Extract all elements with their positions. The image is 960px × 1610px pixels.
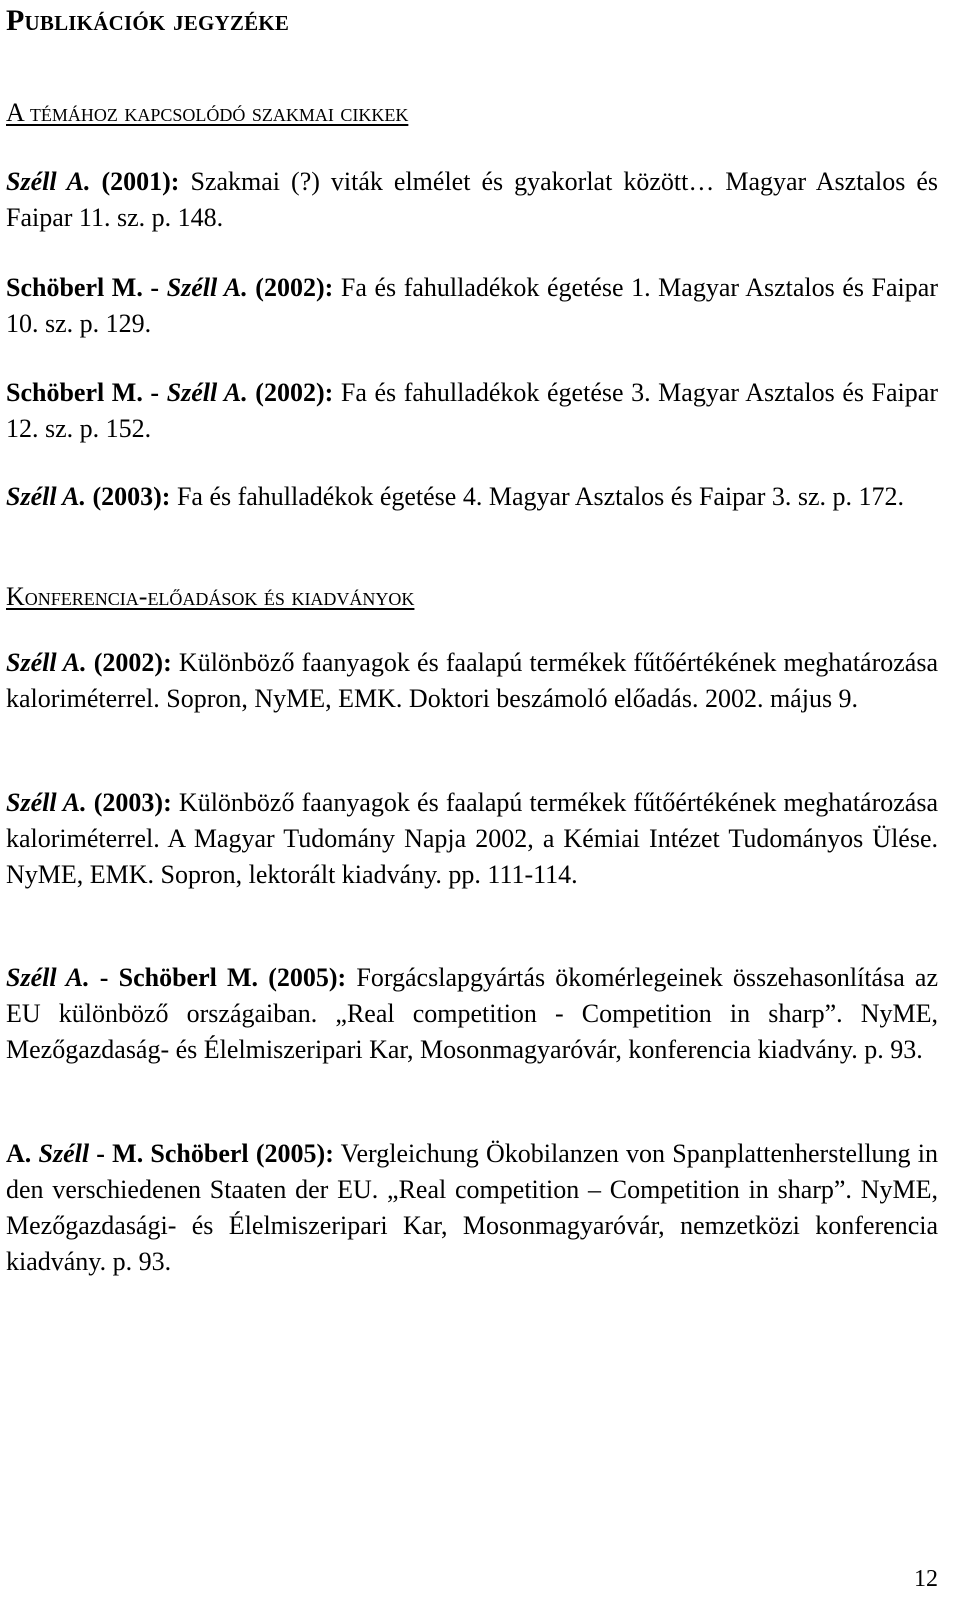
entry-author: Széll A.: [6, 648, 87, 677]
entry-year: (2002):: [86, 648, 172, 677]
publication-entry: [6, 960, 938, 1068]
publication-entry: [6, 164, 938, 236]
entry-author: Schöberl M. -: [6, 378, 167, 407]
publication-entry: [6, 375, 938, 447]
section-heading-conferences: Konferencia-előadások és kiadványok: [6, 582, 415, 611]
page-number: 12: [914, 1566, 938, 1592]
entry-author: Széll A.: [6, 482, 86, 511]
entry-author: A.: [6, 1139, 39, 1168]
entry-author: Széll A.: [6, 963, 90, 992]
page-title: Publikációk jegyzéke: [6, 4, 290, 37]
entry-citation: Forgácslapgyártás ökomérlegeinek összehasonlítása az EU különböző országaiban. „Real competition - Competition in sharp”. NyME, Mezőgazdaság- és Élelmiszeripari Kar, Mosonmagyaróvár, konferencia kiadvány. p. 93.: [6, 963, 938, 1064]
entry-author: Széll A.: [6, 788, 87, 817]
section-heading-articles: A témához kapcsolódó szakmai cikkek: [6, 98, 409, 127]
entry-citation: Szakmai (?) viták elmélet és gyakorlat között… Magyar Asztalos és Faipar 11. sz. p. 148.: [6, 167, 938, 232]
entry-citation: Különböző faanyagok és faalapú termékek fűtőértékének meghatározása kaloriméterrel. A Magyar Tudomány Napja 2002, a Kémiai Intézet Tudományos Ülése. NyME, EMK. Sopron, lektorált kiadvány. pp. 111-114.: [6, 788, 938, 889]
entry-author: Széll: [38, 1139, 90, 1168]
entry-author: Széll A.: [166, 378, 248, 407]
publication-entry: [6, 270, 938, 342]
entry-year: (2001):: [90, 167, 180, 196]
entry-citation: Fa és fahulladékok égetése 3. Magyar Asztalos és Faipar 12. sz. p. 152.: [6, 378, 938, 443]
entry-author: Széll A.: [6, 167, 91, 196]
publication-entry: [6, 479, 938, 515]
entry-author: Széll A.: [166, 273, 248, 302]
entry-year: (2002):: [247, 273, 334, 302]
entry-citation: Fa és fahulladékok égetése 1. Magyar Asztalos és Faipar 10. sz. p. 129.: [6, 273, 938, 338]
entry-year: (2002):: [247, 378, 334, 407]
entry-year: - M. Schöberl (2005):: [89, 1139, 334, 1168]
entry-year: (2003):: [85, 482, 171, 511]
publication-entry: [6, 645, 938, 717]
publication-entry: [6, 785, 938, 893]
entry-citation: Vergleichung Ökobilanzen von Spanplattenherstellung in den verschiedenen Staaten der EU. „Real competition – Competition in sharp”. NyME, Mezőgazdasági- és Élelmiszeripari Kar, Mosonmagyaróvár, nemzetközi konferencia kiadvány. p. 93.: [6, 1139, 938, 1276]
entry-author: Schöberl M. -: [6, 273, 167, 302]
entry-citation: Fa és fahulladékok égetése 4. Magyar Asztalos és Faipar 3. sz. p. 172.: [170, 482, 905, 511]
entry-year: (2003):: [86, 788, 172, 817]
entry-citation: Különböző faanyagok és faalapú termékek fűtőértékének meghatározása kaloriméterrel. Sopron, NyME, EMK. Doktori beszámoló előadás. 2002. május 9.: [6, 648, 938, 713]
publication-entry: [6, 1136, 938, 1280]
entry-year: - Schöberl M. (2005):: [89, 963, 347, 992]
